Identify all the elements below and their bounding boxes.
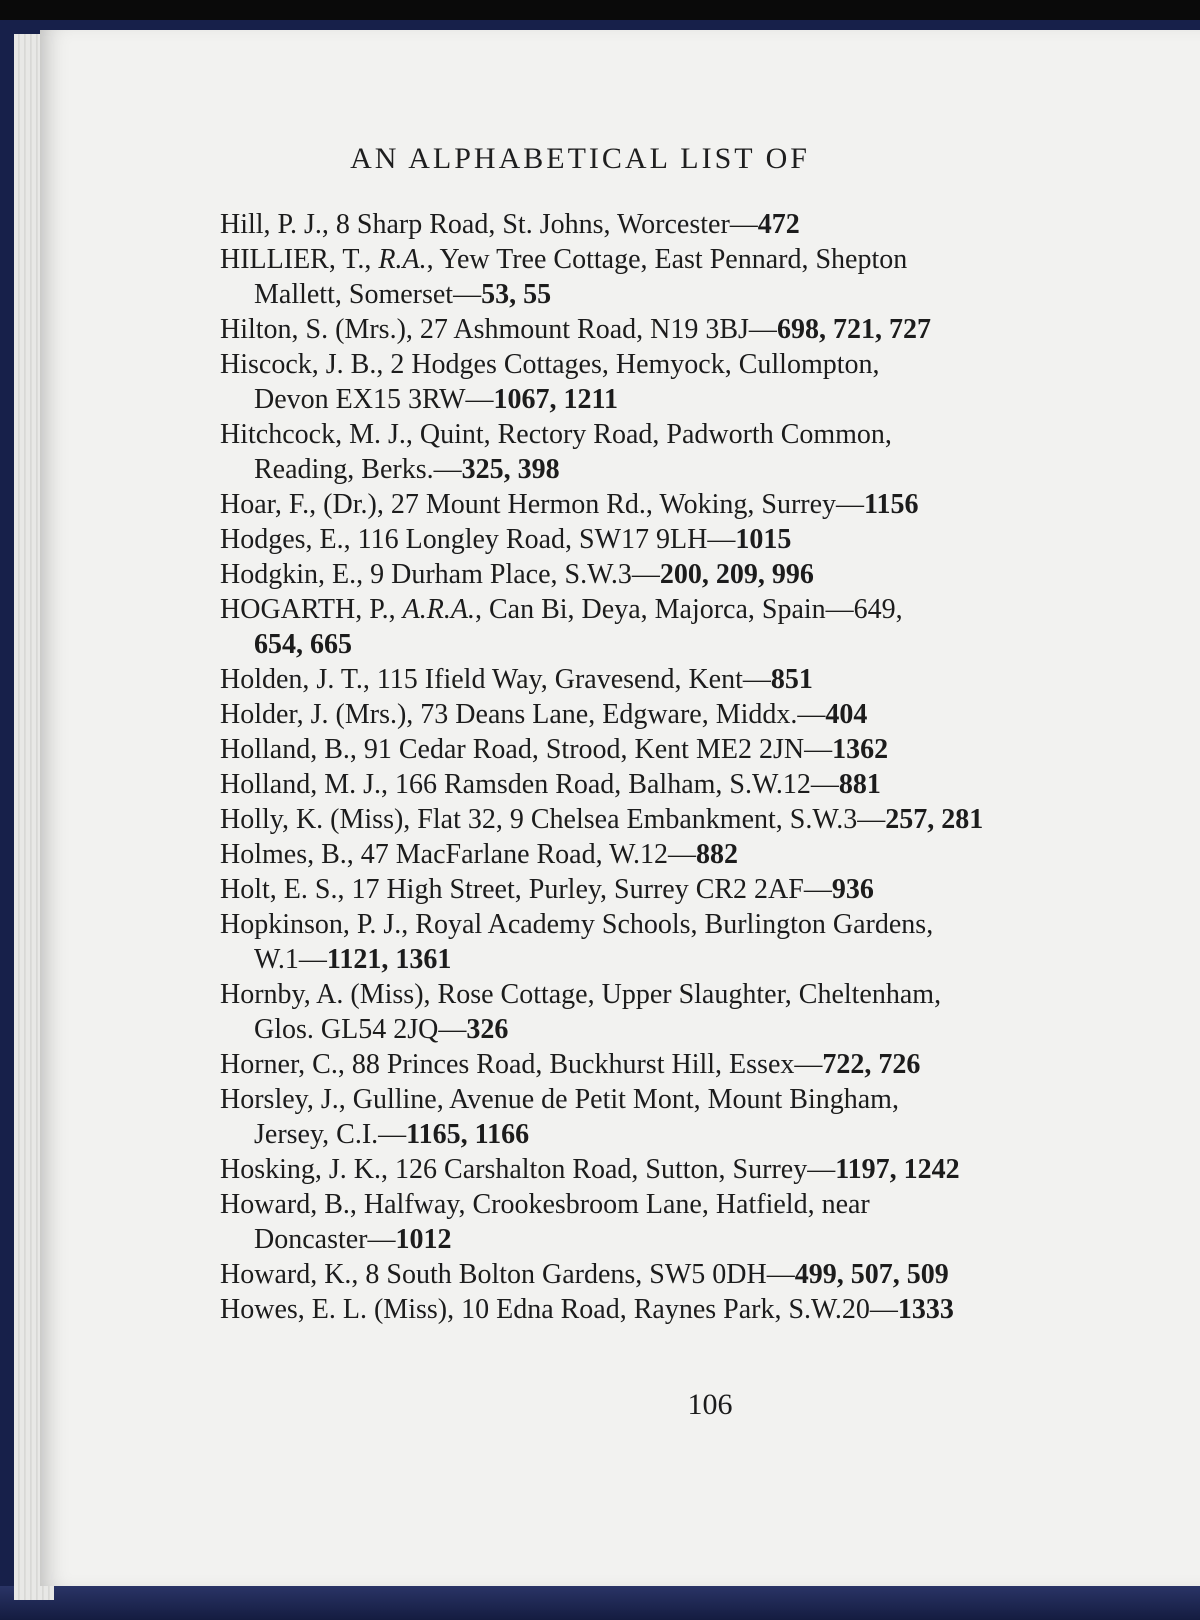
entry-text: HILLIER, T., — [220, 244, 379, 275]
list-item — [220, 1047, 1190, 1082]
entry-catalogue-numbers: 698, 721, 727 — [776, 314, 931, 345]
book-cover-bottom-edge — [0, 1586, 1200, 1620]
list-item — [220, 1152, 1190, 1187]
entry-catalogue-numbers: 200, 209, 996 — [659, 559, 814, 590]
list-item — [220, 487, 1190, 522]
entry-continuation — [220, 627, 1190, 662]
entry-catalogue-numbers: 851 — [770, 664, 813, 695]
entry-continuation — [220, 1117, 1190, 1152]
list-item — [220, 802, 1190, 837]
entry-text: Holland, M. J., 166 Ramsden Road, Balham, S.W.12— — [220, 769, 839, 800]
entry-text: HOGARTH, P., — [220, 594, 403, 625]
list-item — [220, 1257, 1190, 1292]
entry-catalogue-numbers: 1067, 1211 — [493, 384, 618, 415]
list-item — [220, 977, 1190, 1047]
list-item — [220, 837, 1190, 872]
running-head: AN ALPHABETICAL LIST OF — [350, 142, 810, 175]
entry-text: Howard, K., 8 South Bolton Gardens, SW5 0DH— — [220, 1259, 795, 1290]
entry-text: Hoar, F., (Dr.), 27 Mount Hermon Rd., Woking, Surrey— — [220, 489, 865, 520]
entry-text: Howard, B., Halfway, Crookesbroom Lane, Hatfield, near — [220, 1189, 870, 1220]
list-item — [220, 522, 1190, 557]
entry-continuation-text: Glos. GL54 2JQ— — [254, 1014, 467, 1045]
entry-catalogue-numbers: 1197, 1242 — [835, 1154, 960, 1185]
list-item — [220, 767, 1190, 802]
entry-catalogue-numbers: 882 — [695, 839, 738, 870]
list-item — [220, 1187, 1190, 1257]
entry-text: Hitchcock, M. J., Quint, Rectory Road, Padworth Common, — [220, 419, 892, 450]
list-item — [220, 1292, 1190, 1327]
entry-text: Holt, E. S., 17 High Street, Purley, Surrey CR2 2AF— — [220, 874, 832, 905]
entry-continuation-text: W.1— — [254, 944, 327, 975]
entry-text-continued: , Can Bi, Deya, Majorca, Spain—649, — [474, 594, 903, 625]
entry-catalogue-numbers: 1156 — [864, 489, 919, 520]
entry-text-continued: , Yew Tree Cottage, East Pennard, Shepton — [426, 244, 908, 275]
entry-continuation — [220, 452, 1190, 487]
entry-text: Holder, J. (Mrs.), 73 Deans Lane, Edgware, Middx.— — [220, 699, 826, 730]
list-item — [220, 242, 1190, 312]
entry-text: Hornby, A. (Miss), Rose Cottage, Upper Slaughter, Cheltenham, — [220, 979, 942, 1010]
entry-continuation-text: Reading, Berks.— — [254, 454, 462, 485]
entry-continuation — [220, 1222, 1190, 1257]
list-item — [220, 1082, 1190, 1152]
entry-text: Horsley, J., Gulline, Avenue de Petit Mont, Mount Bingham, — [220, 1084, 899, 1115]
page-number: 106 — [687, 1388, 733, 1421]
entry-text: Hiscock, J. B., 2 Hodges Cottages, Hemyock, Cullompton, — [220, 349, 880, 380]
entry-catalogue-numbers: 1333 — [897, 1294, 954, 1325]
entry-catalogue-numbers: 326 — [466, 1014, 509, 1045]
entry-continuation — [220, 277, 1190, 312]
entry-text: Holland, B., 91 Cedar Road, Strood, Kent ME2 2JN— — [220, 734, 833, 765]
entry-catalogue-numbers: 404 — [825, 699, 868, 730]
entry-text: Hosking, J. K., 126 Carshalton Road, Sutton, Surrey— — [220, 1154, 836, 1185]
entry-text: Hodgkin, E., 9 Durham Place, S.W.3— — [220, 559, 660, 590]
entry-continuation — [220, 1012, 1190, 1047]
list-item — [220, 732, 1190, 767]
list-item — [220, 557, 1190, 592]
list-item — [220, 592, 1190, 662]
entry-continuation-text: Doncaster— — [254, 1224, 396, 1255]
entry-continuation-text: Jersey, C.I.— — [254, 1119, 407, 1150]
entry-catalogue-numbers: 1012 — [395, 1224, 452, 1255]
entry-catalogue-numbers: 936 — [831, 874, 874, 905]
entry-honour: R.A. — [378, 244, 427, 275]
entry-catalogue-numbers: 53, 55 — [481, 279, 552, 310]
list-item — [220, 312, 1190, 347]
entry-catalogue-numbers: 257, 281 — [885, 804, 984, 835]
list-item — [220, 662, 1190, 697]
entry-continuation — [220, 382, 1190, 417]
list-item — [220, 207, 1190, 242]
entry-continuation-text: Mallett, Somerset— — [254, 279, 482, 310]
directory-list — [220, 207, 1190, 1327]
list-item — [220, 907, 1190, 977]
list-item — [220, 697, 1190, 732]
entry-catalogue-numbers: 325, 398 — [461, 454, 560, 485]
entry-text: Howes, E. L. (Miss), 10 Edna Road, Raynes Park, S.W.20— — [220, 1294, 898, 1325]
entry-text: Hodges, E., 116 Longley Road, SW17 9LH— — [220, 524, 736, 555]
entry-continuation-text: Devon EX15 3RW— — [254, 384, 494, 415]
list-item — [220, 872, 1190, 907]
entry-honour: A.R.A. — [402, 594, 475, 625]
entry-text: Holden, J. T., 115 Ifield Way, Gravesend, Kent— — [220, 664, 771, 695]
entry-text: Holly, K. (Miss), Flat 32, 9 Chelsea Embankment, S.W.3— — [220, 804, 886, 835]
entry-continuation — [220, 942, 1190, 977]
entry-catalogue-numbers: 472 — [757, 209, 800, 240]
entry-text: Horner, C., 88 Princes Road, Buckhurst Hill, Essex— — [220, 1049, 823, 1080]
entry-text: Hopkinson, P. J., Royal Academy Schools, Burlington Gardens, — [220, 909, 934, 940]
entry-catalogue-numbers: 881 — [838, 769, 881, 800]
entry-text: Hilton, S. (Mrs.), 27 Ashmount Road, N19 3BJ— — [220, 314, 777, 345]
entry-catalogue-numbers: 654, 665 — [254, 629, 352, 660]
entry-catalogue-numbers: 1121, 1361 — [326, 944, 452, 975]
list-item — [220, 347, 1190, 417]
entry-text: Holmes, B., 47 MacFarlane Road, W.12— — [220, 839, 696, 870]
entry-catalogue-numbers: 1165, 1166 — [406, 1119, 530, 1150]
entry-text: Hill, P. J., 8 Sharp Road, St. Johns, Worcester— — [220, 209, 758, 240]
entry-catalogue-numbers: 1362 — [832, 734, 889, 765]
list-item — [220, 417, 1190, 487]
entry-catalogue-numbers: 499, 507, 509 — [794, 1259, 949, 1290]
entry-catalogue-numbers: 722, 726 — [822, 1049, 921, 1080]
entry-catalogue-numbers: 1015 — [735, 524, 792, 555]
